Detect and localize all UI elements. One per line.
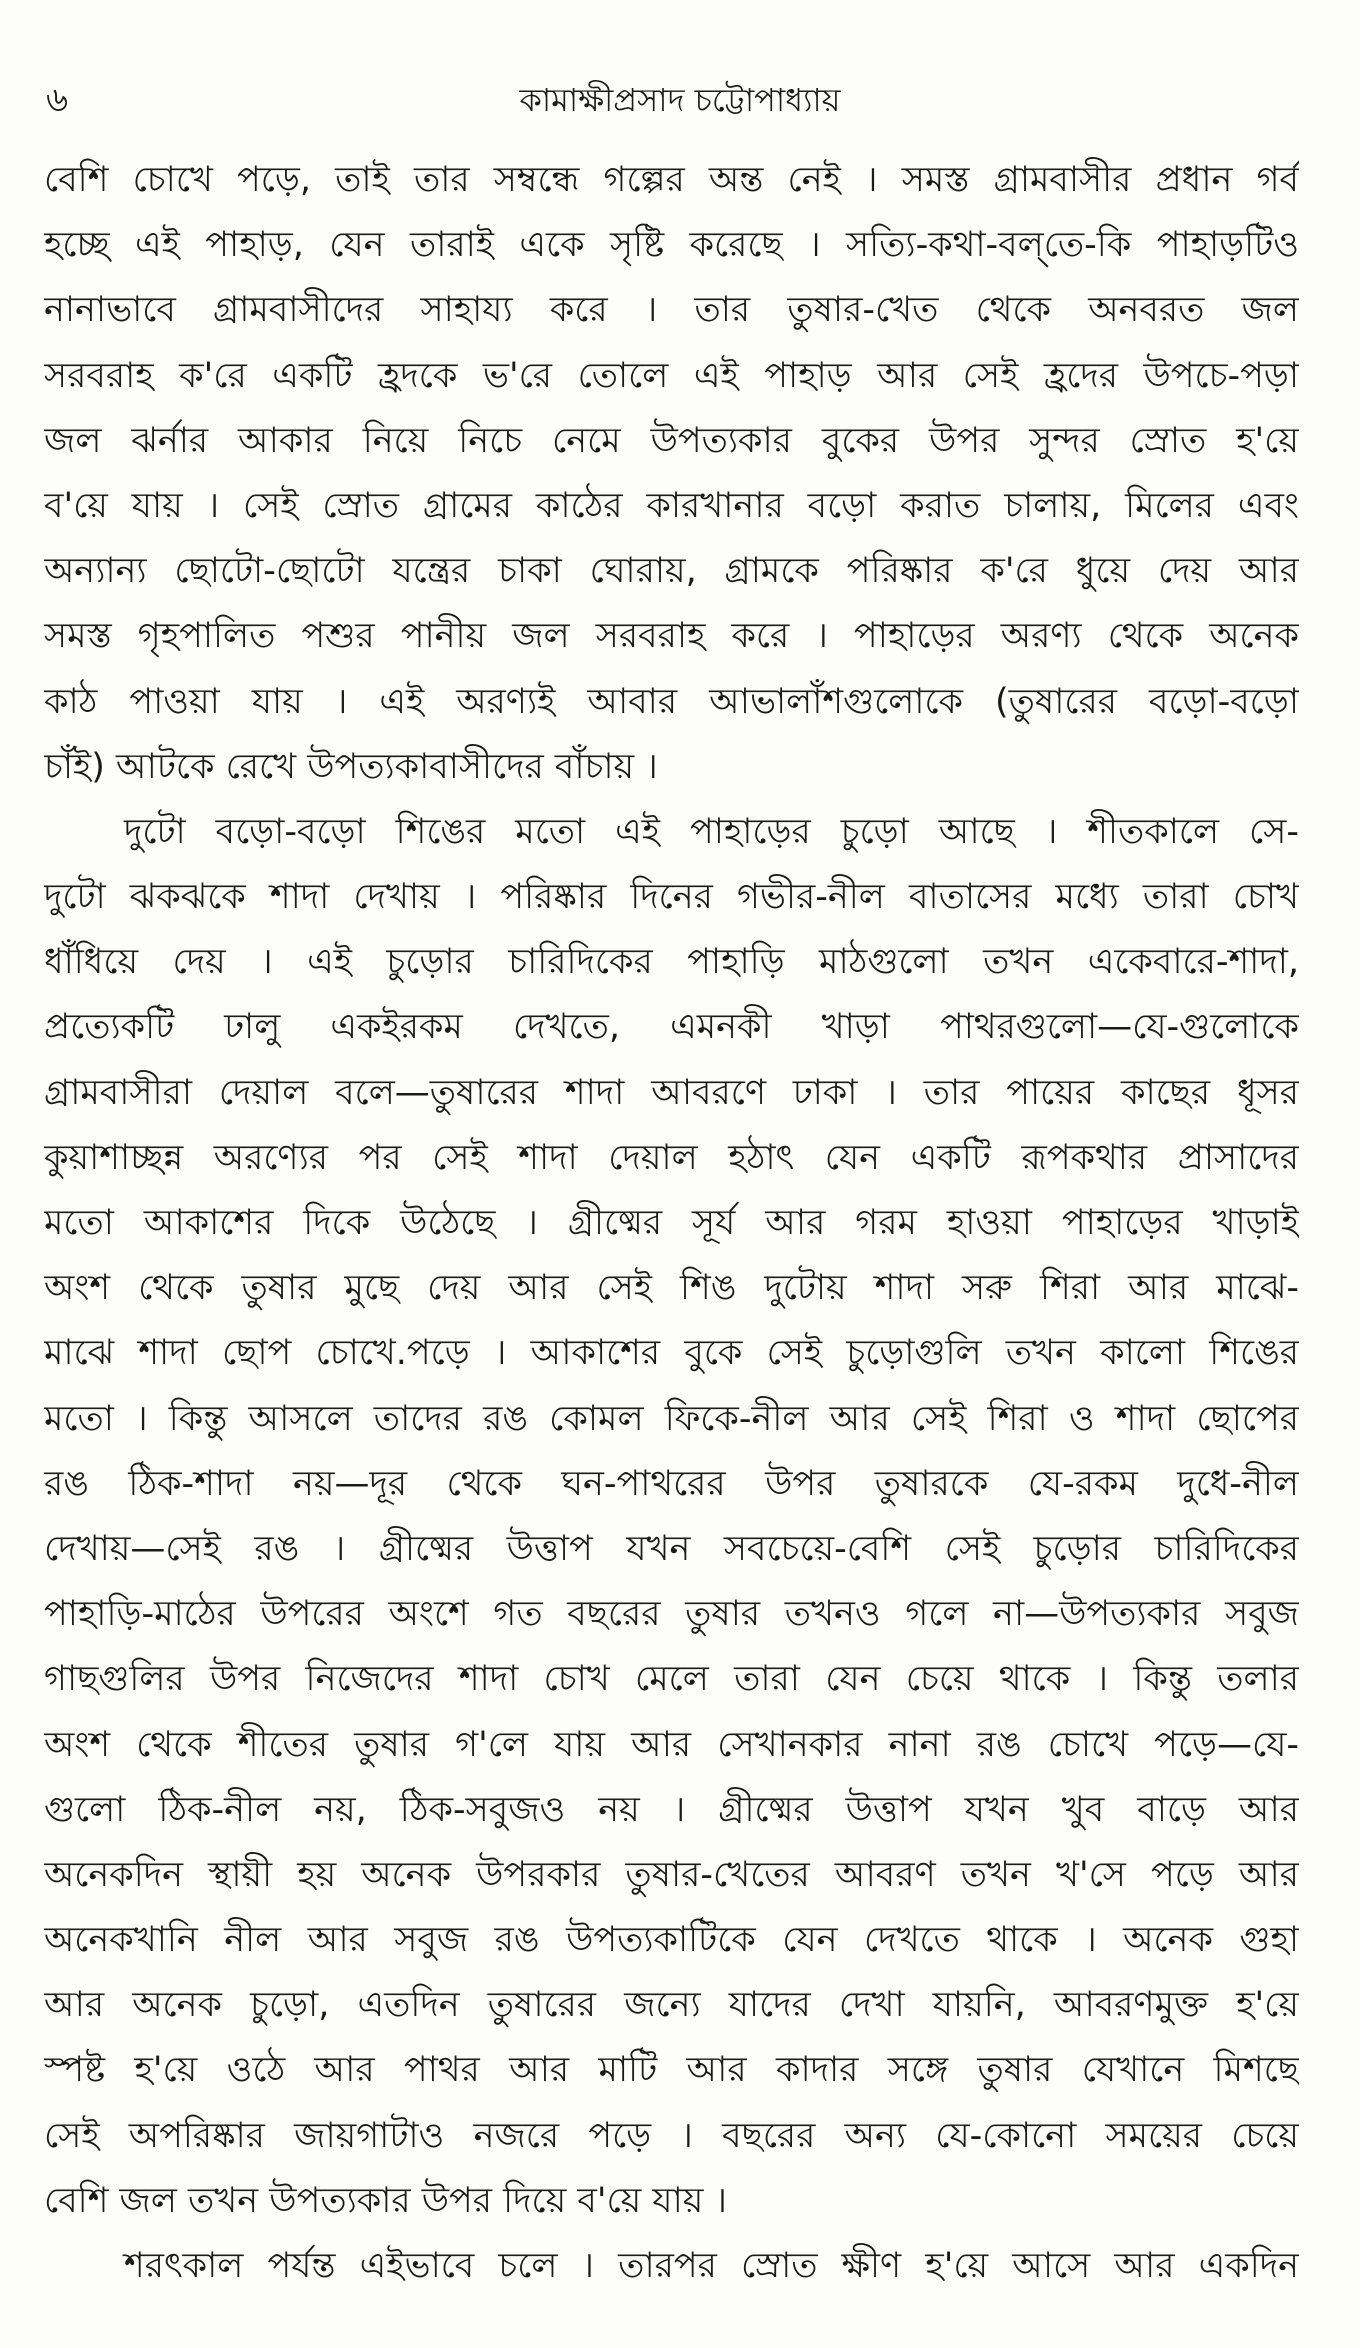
text-line: কুয়াশাচ্ছন্ন অরণ্যের পর সেই শাদা দেয়াল হঠাৎ যেন একটি রূপকথার প্রাসাদের — [44, 1137, 1299, 1178]
text-line: আর অনেক চুড়ো, এতদিন তুষারের জন্যে যাদের দেখা যায়নি, আবরণমুক্ত হ'য়ে — [44, 1985, 1299, 2026]
running-head-author: কামাক্ষীপ্রসাদ চট্টোপাধ্যায় — [519, 81, 841, 119]
text-line: গুলো ঠিক-নীল নয়, ঠিক-সবুজও নয় । গ্রীষ্মের উত্তাপ যখন খুব বাড়ে আর — [44, 1789, 1299, 1830]
page-number: ৬ — [46, 80, 69, 120]
text-line: অংশ থেকে শীতের তুষার গ'লে যায় আর সেখানকার নানা রঙ চোখে পড়ে—যে- — [44, 1724, 1299, 1765]
text-line: কাঠ পাওয়া যায় । এই অরণ্যই আবার আভালাঁশগুলোকে (তুষারের বড়ো-বড়ো — [44, 681, 1299, 722]
text-line: প্রত্যেকটি ঢালু একইরকম দেখতে, এমনকী খাড়া পাথরগুলো—যে-গুলোকে — [44, 1007, 1299, 1048]
text-line: মতো । কিন্তু আসলে তাদের রঙ কোমল ফিকে-নীল আর সেই শিরা ও শাদা ছোপের — [44, 1398, 1299, 1439]
text-line: বেশি চোখে পড়ে, তাই তার সম্বন্ধে গল্পের অন্ত নেই । সমস্ত গ্রামবাসীর প্রধান গর্ব — [44, 160, 1299, 200]
text-line: রঙ ঠিক-শাদা নয়—দূর থেকে ঘন-পাথরের উপর তুষারকে যে-রকম দুধে-নীল — [44, 1463, 1299, 1504]
text-line: দুটো ঝকঝকে শাদা দেখায় । পরিষ্কার দিনের গভীর-নীল বাতাসের মধ্যে তারা চোখ — [44, 877, 1299, 918]
text-line: অনেকখানি নীল আর সবুজ রঙ উপত্যকাটিকে যেন দেখতে থাকে । অনেক গুহা — [44, 1920, 1299, 1961]
text-line: জল ঝর্নার আকার নিয়ে নিচে নেমে উপত্যকার বুকের উপর সুন্দর স্রোত হ'য়ে — [44, 420, 1299, 461]
text-line: মতো আকাশের দিকে উঠেছে । গ্রীষ্মের সূর্য আর গরম হাওয়া পাহাড়ের খাড়াই — [44, 1203, 1299, 1243]
paragraph-3 — [44, 2234, 1299, 2299]
text-line: চাঁই) আটকে রেখে উপত্যকাবাসীদের বাঁচায় । — [44, 746, 658, 787]
text-line: স্পষ্ট হ'য়ে ওঠে আর পাথর আর মাটি আর কাদার সঙ্গে তুষার যেখানে মিশছে — [44, 2050, 1299, 2091]
text-line: ব'য়ে যায় । সেই স্রোত গ্রামের কাঠের কারখানার বড়ো করাত চালায়, মিলের এবং — [44, 485, 1299, 526]
text-line: সমস্ত গৃহপালিত পশুর পানীয় জল সরবরাহ করে । পাহাড়ের অরণ্য থেকে অনেক — [44, 616, 1299, 657]
text-line: মাঝে শাদা ছোপ চোখে.পড়ে । আকাশের বুকে সেই চুড়োগুলি তখন কালো শিঙের — [44, 1333, 1299, 1374]
text-line: সরবরাহ ক'রে একটি হ্রদকে ভ'রে তোলে এই পাহাড় আর সেই হ্রদের উপচে-পড়া — [44, 355, 1299, 396]
text-line: হচ্ছে এই পাহাড়, যেন তারাই একে সৃষ্টি করেছে । সত্যি-কথা-বল্‌তে-কি পাহাড়টিও — [44, 225, 1299, 266]
text-line: ধাঁধিয়ে দেয় । এই চুড়োর চারিদিকের পাহাড়ি মাঠগুলো তখন একেবারে-শাদা, — [44, 942, 1299, 983]
body-text — [44, 148, 1299, 2299]
text-line: দেখায়—সেই রঙ । গ্রীষ্মের উত্তাপ যখন সবচেয়ে-বেশি সেই চুড়োর চারিদিকের — [44, 1528, 1299, 1569]
text-line: দুটো বড়ো-বড়ো শিঙের মতো এই পাহাড়ের চুড়ো আছে । শীতকালে সে- — [124, 811, 1299, 852]
text-line: অংশ থেকে তুষার মুছে দেয় আর সেই শিঙ দুটোয় শাদা সরু শিরা আর মাঝে- — [44, 1268, 1299, 1309]
text-line: সেই অপরিষ্কার জায়গাটাও নজরে পড়ে । বছরের অন্য যে-কোনো সময়ের চেয়ে — [44, 2115, 1299, 2156]
text-line: পাহাড়ি-মাঠের উপরের অংশে গত বছরের তুষার তখনও গলে না—উপত্যকার সবুজ — [44, 1594, 1299, 1635]
text-line: বেশি জল তখন উপত্যকার উপর দিয়ে ব'য়ে যায় । — [44, 2180, 727, 2221]
text-line: গ্রামবাসীরা দেয়াল বলে—তুষারের শাদা আবরণে ঢাকা । তার পায়ের কাছের ধূসর — [44, 1072, 1299, 1113]
text-line: অন্যান্য ছোটো-ছোটো যন্ত্রের চাকা ঘোরায়, গ্রামকে পরিষ্কার ক'রে ধুয়ে দেয় আর — [44, 551, 1299, 592]
text-line: গাছগুলির উপর নিজেদের শাদা চোখ মেলে তারা যেন চেয়ে থাকে । কিন্তু তলার — [44, 1659, 1299, 1700]
paragraph-2 — [44, 800, 1299, 2234]
text-line: শরৎকাল পর্যন্ত এইভাবে চলে । তারপর স্রোত ক্ষীণ হ'য়ে আসে আর একদিন — [124, 2246, 1299, 2286]
page-header — [0, 70, 1360, 130]
paragraph-1 — [44, 148, 1299, 800]
text-line: নানাভাবে গ্রামবাসীদের সাহায্য করে । তার তুষার-খেত থেকে অনবরত জল — [44, 290, 1299, 331]
text-line: অনেকদিন স্থায়ী হয় অনেক উপরকার তুষার-খেতের আবরণ তখন খ'সে পড়ে আর — [44, 1854, 1299, 1895]
